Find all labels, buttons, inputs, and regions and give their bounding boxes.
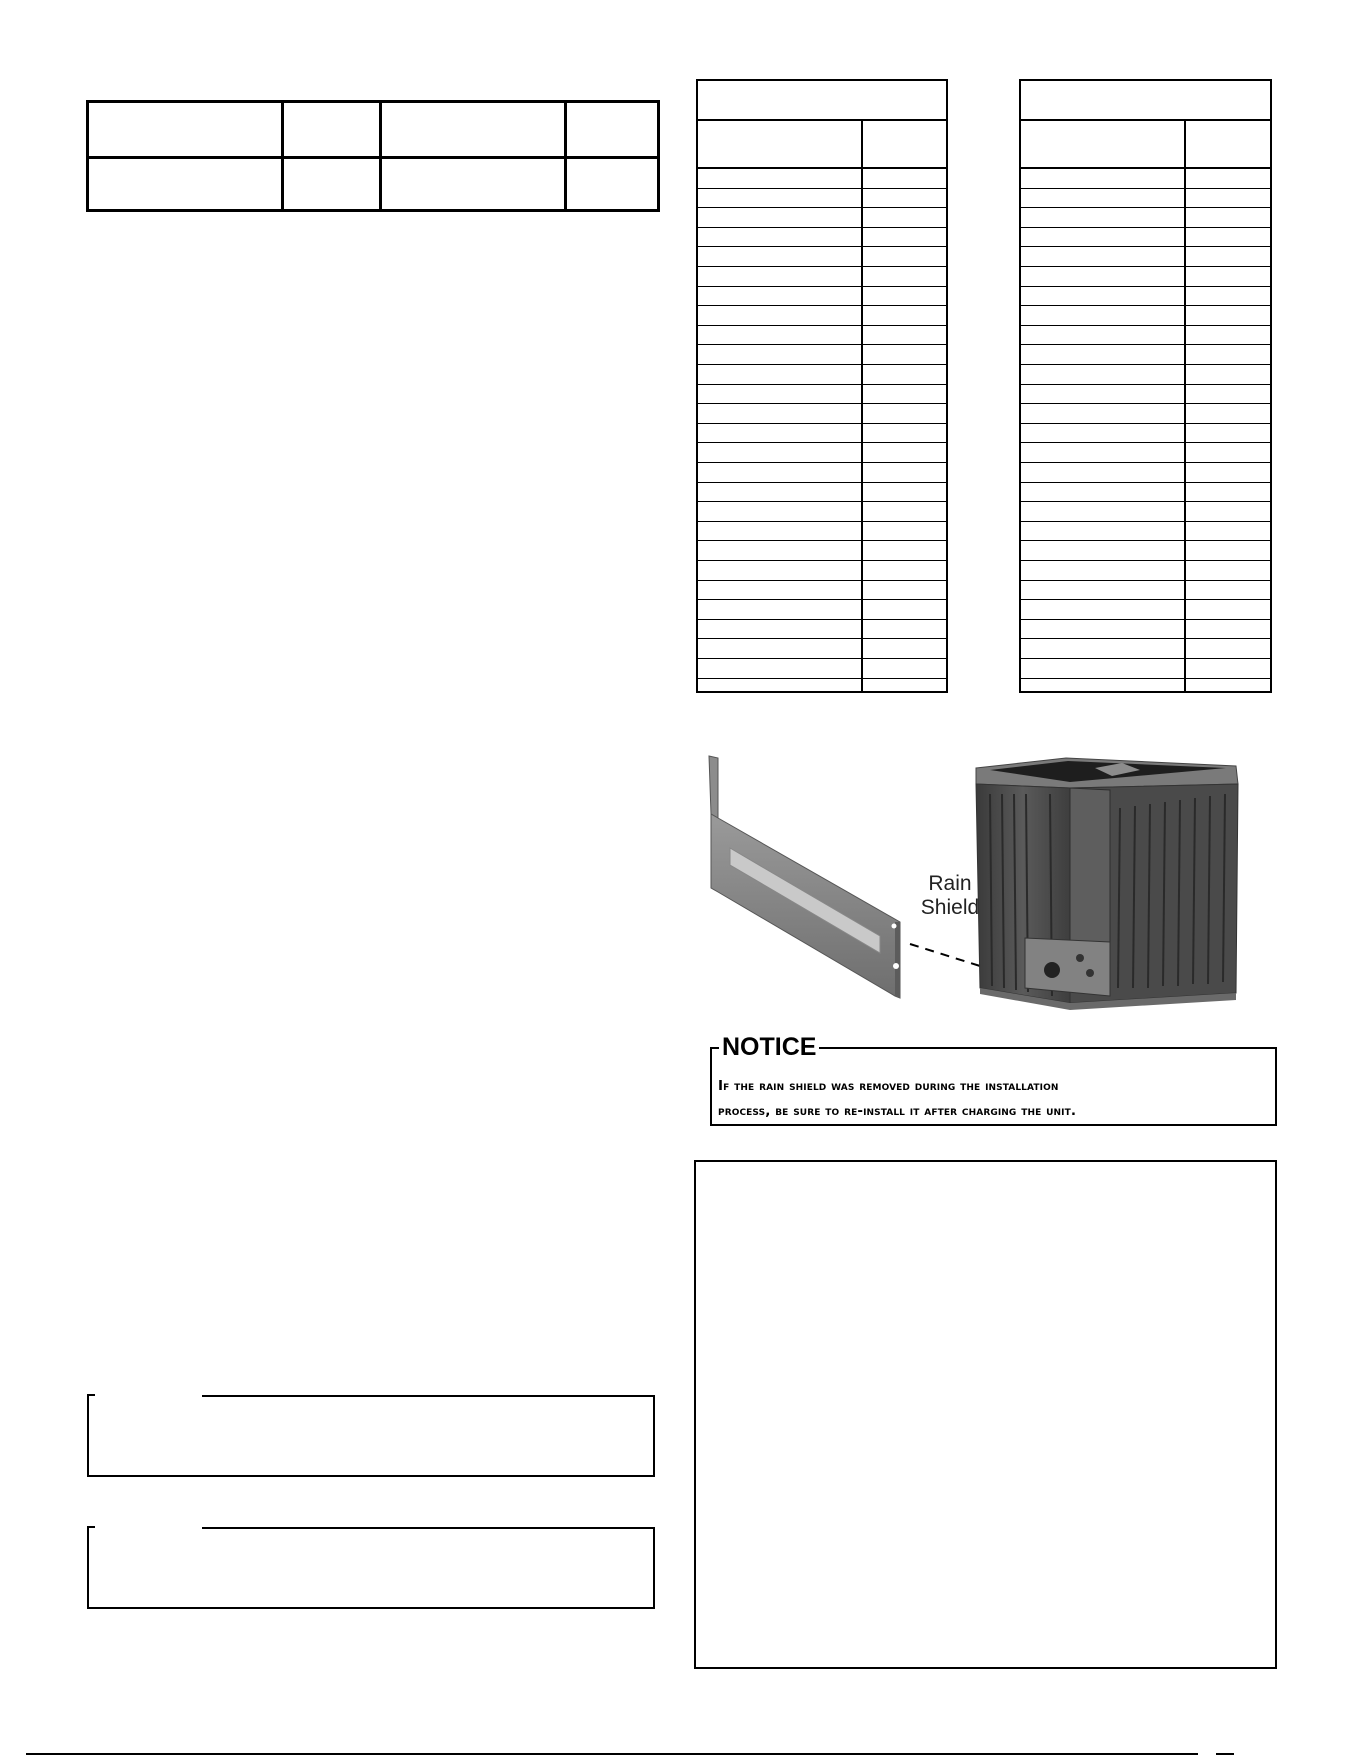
table-row (1021, 267, 1270, 287)
pressure-temperature-table-right (1019, 79, 1272, 693)
table-row (1021, 600, 1270, 620)
table-row (1021, 659, 1270, 679)
table-cell (89, 103, 284, 156)
table-cell (382, 159, 567, 212)
table-row (698, 189, 946, 209)
notice-text-line1: If the rain shield was removed during the installation (718, 1078, 1059, 1094)
table-title-row (698, 81, 946, 121)
rain-shield-label-line2: Shield (920, 896, 980, 919)
table-row (1021, 463, 1270, 483)
table-cell (89, 159, 284, 212)
table-row (698, 247, 946, 267)
table-row (698, 639, 946, 659)
table-row (698, 365, 946, 385)
table-row (698, 463, 946, 483)
table-row (698, 659, 946, 679)
pressure-temperature-table-left (696, 79, 948, 693)
table-row (698, 443, 946, 463)
rain-shield-part (709, 756, 900, 998)
table-row (698, 385, 946, 405)
table-row (698, 541, 946, 561)
table-row (698, 620, 946, 640)
table-row (1021, 561, 1270, 581)
table-row (698, 169, 946, 189)
table-row (1021, 345, 1270, 365)
table-row (1021, 169, 1270, 189)
table-row (698, 287, 946, 307)
table-row (698, 306, 946, 326)
notice-title: NOTICE (719, 1033, 819, 1061)
table-row (1021, 326, 1270, 346)
table-row (1021, 208, 1270, 228)
table-row (1021, 620, 1270, 640)
box-border (202, 1527, 655, 1529)
spec-table-row (89, 156, 657, 212)
table-row (1021, 247, 1270, 267)
table-row (698, 228, 946, 248)
table-row (698, 600, 946, 620)
table-header-row (698, 119, 946, 169)
table-row (1021, 541, 1270, 561)
footer-rule (1216, 1753, 1234, 1755)
leader-line (910, 944, 980, 966)
notice-text-line2: process, be sure to re-install it after charging the unit. (718, 1103, 1077, 1119)
table-row (698, 424, 946, 444)
spec-table-header-row (89, 103, 657, 156)
table-row (1021, 679, 1270, 699)
table-row (1021, 581, 1270, 601)
rain-shield-label-line1: Rain (928, 872, 972, 895)
table-row (1021, 443, 1270, 463)
rain-shield-label (905, 872, 995, 920)
caution-box (87, 1527, 655, 1609)
table-row (698, 326, 946, 346)
table-row (1021, 365, 1270, 385)
notice-text (718, 1074, 1269, 1124)
table-cell (567, 103, 657, 156)
box-border (87, 1526, 95, 1528)
table-row (698, 208, 946, 228)
table-row (1021, 287, 1270, 307)
table-row (1021, 306, 1270, 326)
spec-table (86, 100, 660, 212)
table-row (1021, 404, 1270, 424)
condenser-unit (976, 758, 1238, 1010)
rain-shield-figure (690, 748, 1250, 1023)
table-row (1021, 502, 1270, 522)
table-row (698, 404, 946, 424)
table-row (698, 345, 946, 365)
table-row (1021, 228, 1270, 248)
table-cell (284, 159, 382, 212)
table-row (698, 561, 946, 581)
table-row (1021, 424, 1270, 444)
table-title-row (1021, 81, 1270, 121)
table-row (698, 522, 946, 542)
table-cell (284, 103, 382, 156)
table-row (698, 483, 946, 503)
box-border (87, 1394, 95, 1396)
footer-rule (26, 1753, 1198, 1755)
notice-box (710, 1033, 1277, 1126)
table-row (1021, 483, 1270, 503)
table-row (1021, 522, 1270, 542)
table-row (1021, 189, 1270, 209)
table-row (1021, 639, 1270, 659)
table-header-row (1021, 119, 1270, 169)
table-cell (382, 103, 567, 156)
table-row (698, 502, 946, 522)
table-row (698, 581, 946, 601)
content-box (694, 1160, 1277, 1669)
table-cell (567, 159, 657, 212)
caution-box (87, 1395, 655, 1477)
table-row (698, 267, 946, 287)
table-row (698, 679, 946, 699)
box-border (202, 1395, 655, 1397)
table-row (1021, 385, 1270, 405)
